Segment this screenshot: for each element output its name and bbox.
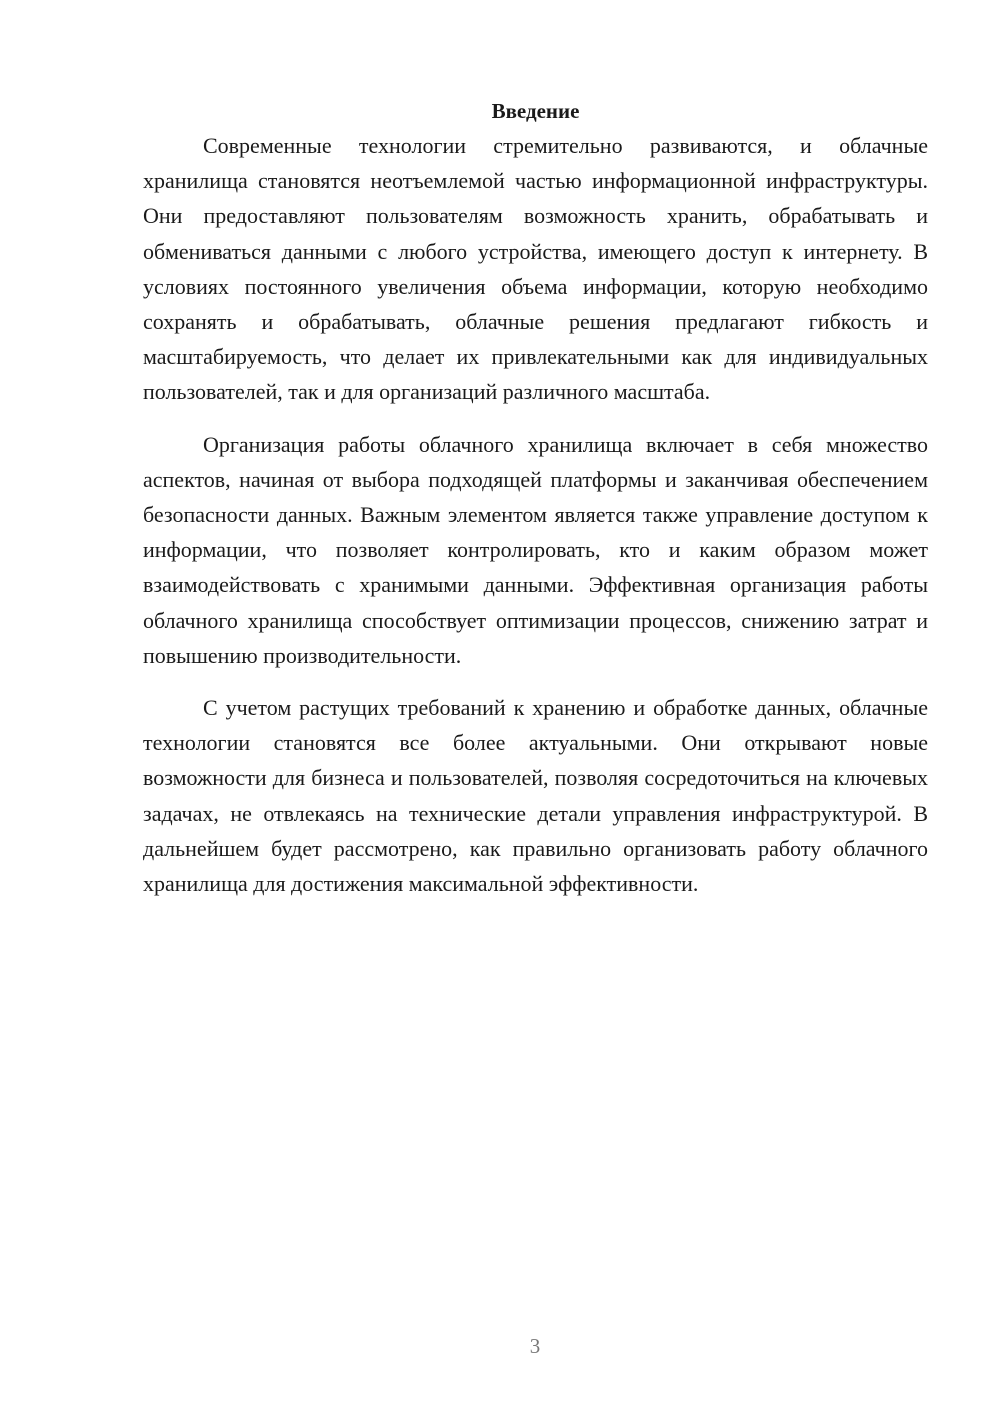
- paragraph-3: С учетом растущих требований к хранению и обработке данных, облачные технологии становятся все более актуальными. Они открывают новые возможности для бизнеса и пользователей, позволяя сосредоточиться на ключевых задачах, не отвлекаясь на технические детали управления инфраструктурой. В дальнейшем будет рассмотрено, как правильно организовать работу облачного хранилища для достижения максимальной эффективности.: [143, 695, 928, 897]
- page-content: [143, 94, 928, 901]
- paragraph-1: Современные технологии стремительно развиваются, и облачные хранилища становятся неотъемлемой частью информационной инфраструктуры. Они предоставляют пользователям возможность хранить, обрабатывать и обмениваться данными с любого устройства, имеющего доступ к интернету. В условиях постоянного увеличения объема информации, которую необходимо сохранять и обрабатывать, облачные решения предлагают гибкость и масштабируемость, что делает их привлекательными как для индивидуальных пользователей, так и для организаций различного масштаба.: [143, 133, 928, 405]
- paragraph-2: Организация работы облачного хранилища включает в себя множество аспектов, начиная от выбора подходящей платформы и заканчивая обеспечением безопасности данных. Важным элементом является также управление доступом к информации, что позволяет контролировать, кто и каким образом может взаимодействовать с хранимыми данными. Эффективная организация работы облачного хранилища способствует оптимизации процессов, снижению затрат и повышению производительности.: [143, 431, 928, 668]
- page-number: 3: [529, 1334, 541, 1358]
- section-heading: Введение: [491, 99, 580, 123]
